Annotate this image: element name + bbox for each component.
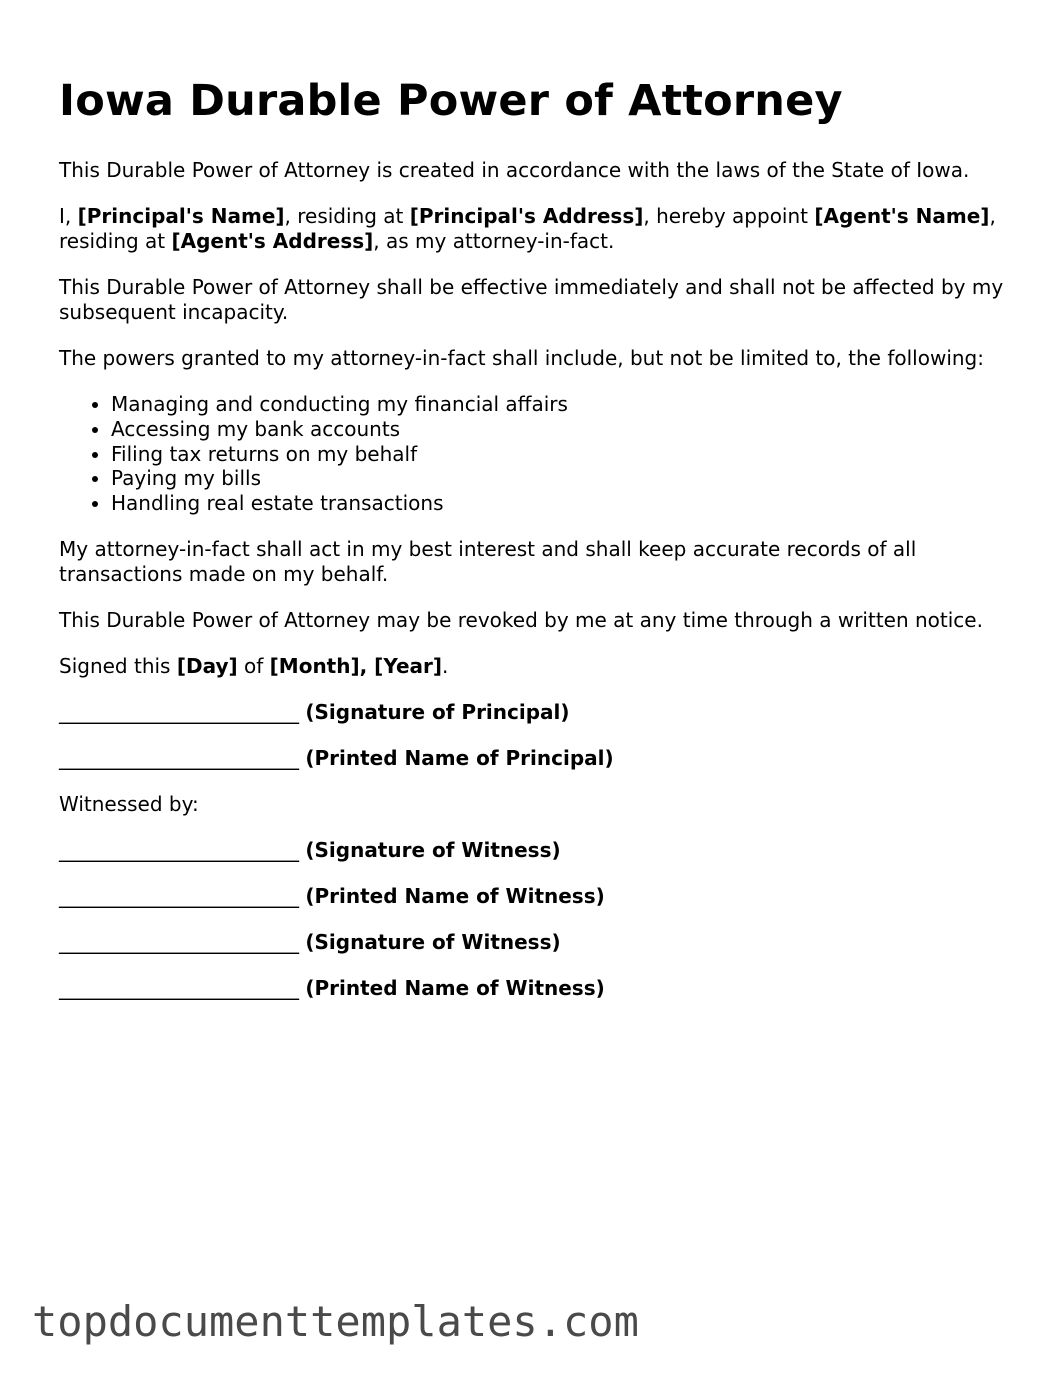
appointment-text: I, [59,204,78,228]
signed-text: of [237,653,270,678]
witness-signature-line [59,838,1009,863]
powers-list [59,392,1009,516]
signature-blank: ________________________ [59,929,299,954]
appointment-text: , hereby appoint [643,204,815,228]
revocation-paragraph: This Durable Power of Attorney may be revoked by me at any time through a written notice. [59,607,983,632]
principal-printed-name-line [59,746,1009,771]
signature-blank: ________________________ [59,975,299,1000]
signature-label: (Printed Name of Witness) [305,975,605,1000]
effective-paragraph: This Durable Power of Attorney shall be effective immediately and shall not be affected by my subsequent incapacity. [59,275,1004,324]
list-item: • Filing tax returns on my behalf [111,442,1009,467]
signature-label: (Signature of Witness) [305,837,561,862]
powers-intro-paragraph: The powers granted to my attorney-in-fact shall include, but not be limited to, the following: [59,346,984,370]
list-item: • Paying my bills [111,466,1009,491]
document-title: Iowa Durable Power of Attorney [59,76,843,126]
witness-printed-name-line [59,976,1009,1001]
day-placeholder: [Day] [176,653,238,678]
principal-signature-line [59,700,1009,725]
signature-label: (Printed Name of Principal) [305,745,614,770]
signed-text: . [442,653,449,678]
appointment-text: , residing at [284,204,410,228]
document-page [59,70,1009,1022]
signature-label: (Signature of Principal) [305,699,570,724]
signature-label: (Signature of Witness) [305,929,561,954]
witness-signature-line [59,930,1009,955]
signed-date-line [59,654,1009,679]
month-year-placeholder: [Month], [Year] [269,653,443,678]
signature-blank: ________________________ [59,837,299,862]
list-item: • Accessing my bank accounts [111,417,1009,442]
duty-paragraph: My attorney-in-fact shall act in my best interest and shall keep accurate records of all transactions made on my behalf. [59,536,917,586]
intro-paragraph: This Durable Power of Attorney is created in accordance with the laws of the State of Iowa. [59,158,970,182]
principal-address-placeholder: [Principal's Address] [409,204,644,228]
signature-label: (Printed Name of Witness) [305,883,605,908]
agent-address-placeholder: [Agent's Address] [171,229,374,253]
appointment-text: , as my attorney-in-fact. [373,229,615,253]
signature-blank: ________________________ [59,745,299,770]
signature-blank: ________________________ [59,883,299,908]
appointment-text: , residing at [59,204,996,253]
witnessed-by-label: Witnessed by: [59,791,199,816]
agent-name-placeholder: [Agent's Name] [814,204,990,228]
witness-printed-name-line [59,884,1009,909]
principal-name-placeholder: [Principal's Name] [77,204,285,228]
signed-text: Signed this [59,653,177,678]
list-item: • Managing and conducting my financial affairs [111,392,1009,417]
list-item: • Handling real estate transactions [111,491,1009,516]
signature-blank: ________________________ [59,699,299,724]
appointment-paragraph [59,204,1009,254]
watermark-text: topdocumenttemplates.com [32,1297,639,1346]
